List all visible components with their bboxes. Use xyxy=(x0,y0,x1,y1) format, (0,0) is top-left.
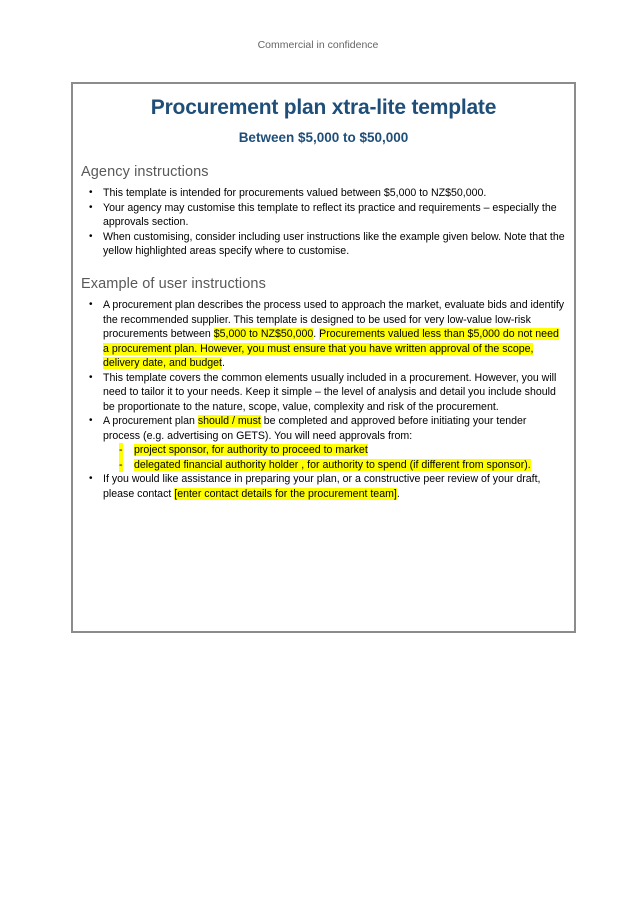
bullet-icon: • xyxy=(89,473,93,484)
sublist-item xyxy=(103,443,566,458)
highlighted-text: delegated financial authority holder , for authority to spend (if different from sponsor). xyxy=(134,458,531,471)
highlighted-text: $5,000 to NZ$50,000 xyxy=(213,328,314,340)
bullet-icon: • xyxy=(89,201,93,213)
list-item: • A procurement plan describes the process used to approach the market, evaluate bids and identify the recommended supplier. This template is designed to be used for very low-value low-risk procurements between $5,000 to NZ$50,000. Procurements valued less than $5,000 do not need a procurement plan. However, you must ensure that you have written approval of the scope, delivery date, and budget. xyxy=(89,299,565,369)
list-item: • This template is intended for procurements valued between $5,000 to NZ$50,000. xyxy=(89,187,487,199)
bullet-icon: • xyxy=(89,230,93,242)
list-item: • When customising, consider including user instructions like the example given below. Note that the yellow highlighted areas specify where to customise. xyxy=(89,230,565,257)
highlighted-text: should / must xyxy=(197,415,261,427)
agency-instructions-section xyxy=(81,164,566,259)
user-instructions-heading: Example of user instructions xyxy=(81,276,266,292)
dash-marker: - xyxy=(119,444,123,456)
bullet-icon: • xyxy=(89,187,93,198)
agency-instructions-heading: Agency instructions xyxy=(81,164,209,180)
list-item: • Your agency may customise this template to reflect its practice and requirements – especially the approvals section. xyxy=(89,201,557,228)
bullet-icon: • xyxy=(89,371,93,383)
user-instructions-list xyxy=(81,298,566,501)
document-title: Procurement plan xtra-lite template xyxy=(150,96,497,119)
dash-marker: - xyxy=(119,458,123,471)
list-item: • If you would like assistance in preparing your plan, or a constructive peer review of your draft, please contact [enter contact details for the procurement team]. xyxy=(89,473,541,500)
page-header-note: Commercial in confidence xyxy=(257,39,379,51)
highlighted-text: project sponsor, for authority to proceed to market xyxy=(134,444,368,456)
document-subtitle: Between $5,000 to $50,000 xyxy=(238,130,409,145)
agency-instructions-list xyxy=(81,186,566,259)
bullet-icon: • xyxy=(89,299,93,310)
highlighted-text: [enter contact details for the procurement team] xyxy=(174,487,397,500)
sublist-item xyxy=(103,458,566,473)
user-instructions-section xyxy=(81,276,566,501)
bullet-icon: • xyxy=(89,415,93,426)
list-item: • This template covers the common elements usually included in a procurement. However, you will need to tailor it to your needs. Keep it simple – the level of analysis and detail you include should be proportionate to the nature, scope, value, complexity and risk of the procurement. xyxy=(89,371,557,413)
list-item: • A procurement plan should / must be completed and approved before initiating your tender process (e.g. advertising on GETS). You will need approvals from: - project sponsor, for authority to proceed to market - delegated financial authority holder , for authority to spend (if different from sponsor). xyxy=(81,414,566,472)
highlighted-text: Procurements valued less than $5,000 do not need a procurement plan. However, you must ensure that you have written approval of the scope, delivery date, and budget xyxy=(103,328,559,369)
approvals-sublist xyxy=(103,443,566,472)
